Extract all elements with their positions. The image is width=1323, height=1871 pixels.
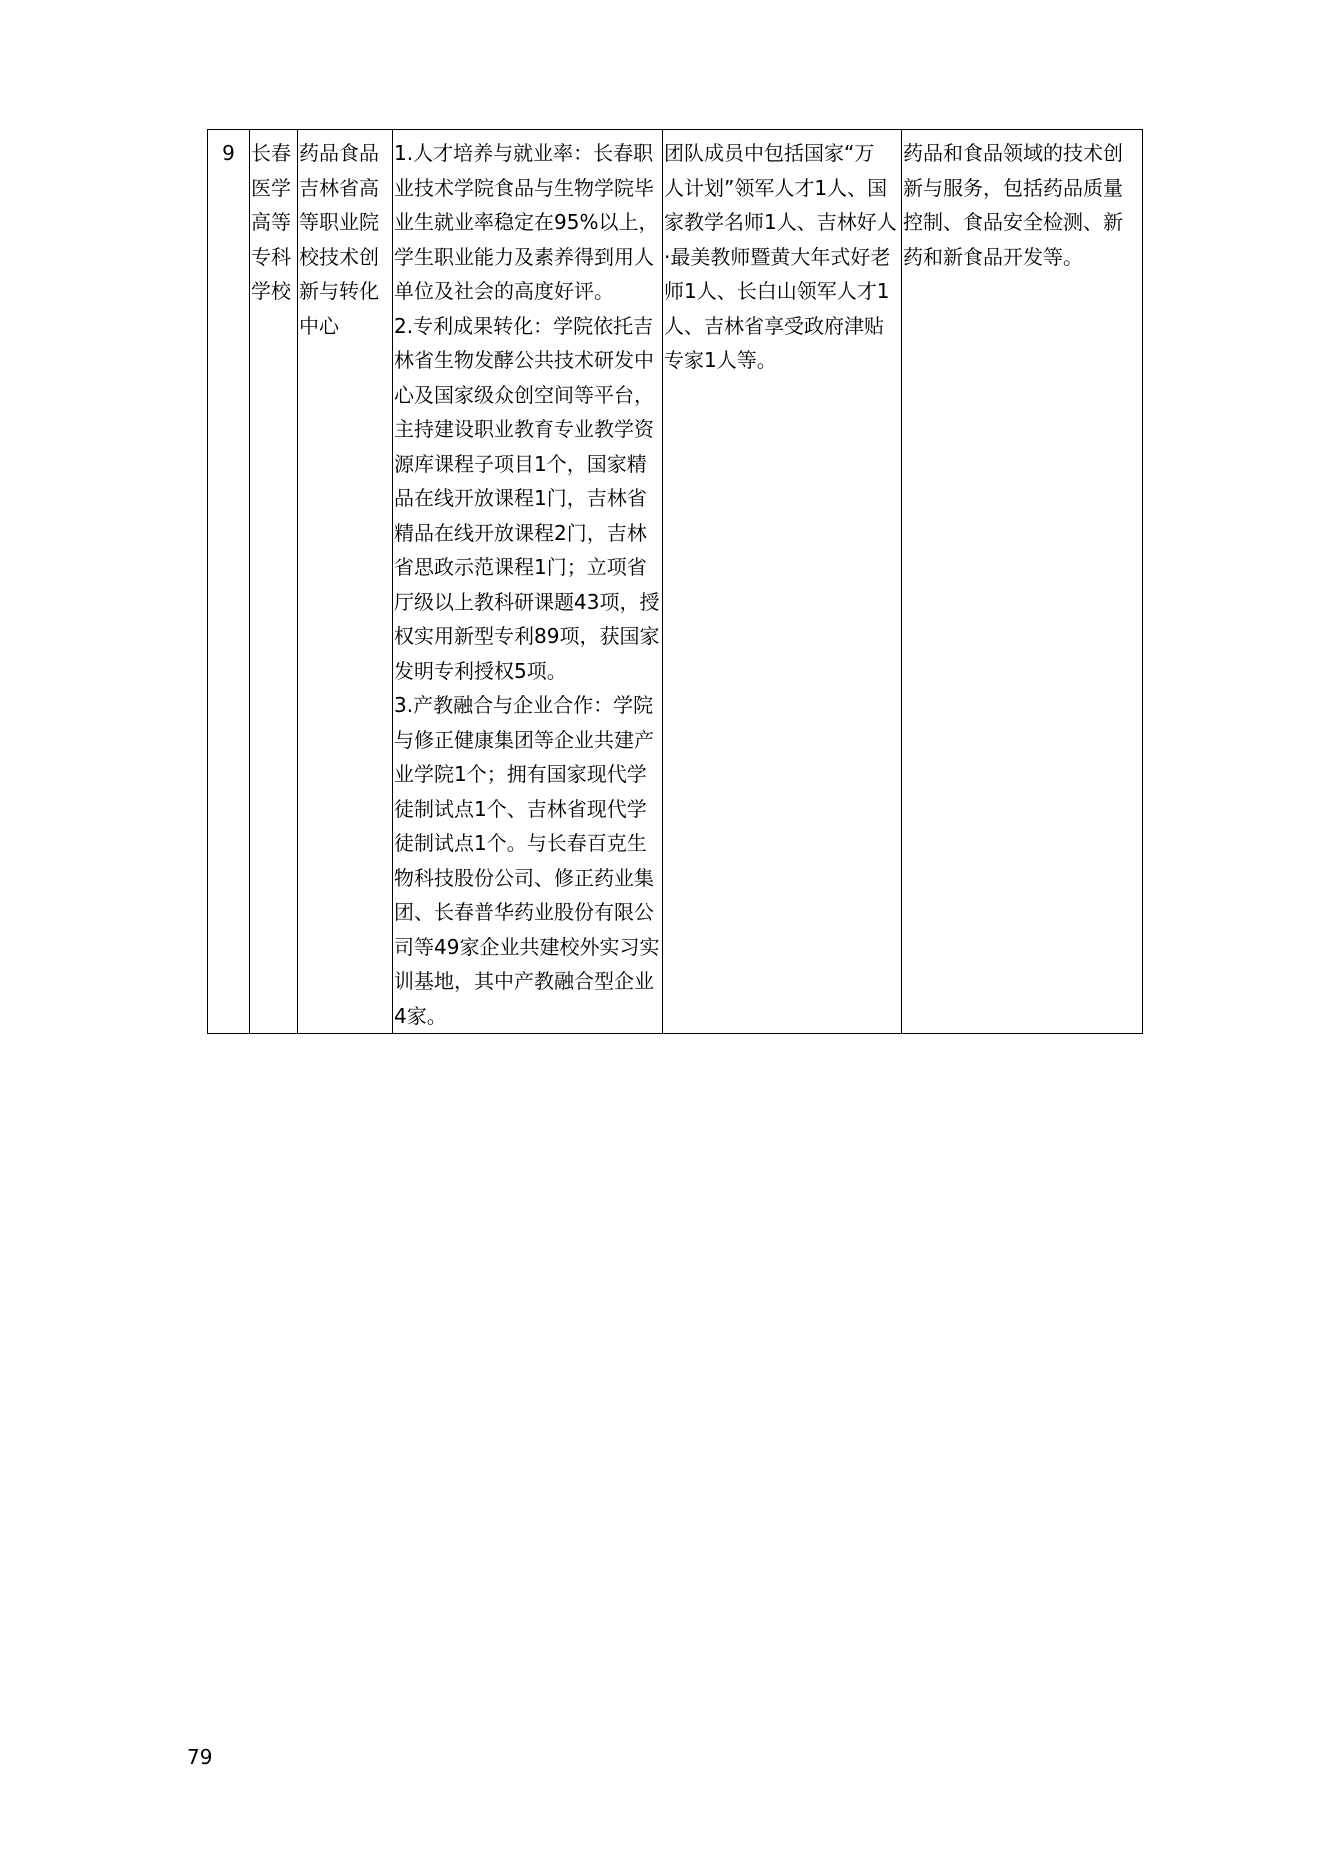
- cell-text-line: 专家1人等。: [664, 348, 777, 372]
- cell-text-line: 物科技股份公司、修正药业集: [394, 865, 654, 890]
- cell-text-line: 司等49家企业共建校外实习实: [394, 934, 660, 959]
- school-cell: [250, 130, 298, 1034]
- cell-text-line: 专科: [251, 244, 291, 269]
- center-cell: [298, 130, 393, 1034]
- cell-text-line: 4家。: [394, 1003, 447, 1028]
- cell-text-line: 权实用新型专利89项，获国家: [394, 624, 660, 648]
- cell-text-line: 徒制试点1个。与长春百克生: [394, 831, 647, 855]
- cell-text-line: 人、吉林省享受政府津贴: [664, 313, 884, 338]
- cell-text-line: 1.人才培养与就业率：长春职: [394, 141, 654, 165]
- cell-text-line: 徒制试点1个、吉林省现代学: [394, 796, 647, 821]
- cell-text-line: 医学: [251, 175, 291, 200]
- cell-text-line: 学校: [251, 279, 291, 303]
- cell-text-line: 厅级以上教科研课题43项，授: [394, 589, 660, 614]
- cell-text-line: 团、长春普华药业股份有限公: [394, 900, 654, 924]
- cell-text-line: 师1人、长白山领军人才1: [664, 279, 890, 303]
- data-table: [207, 129, 1143, 1034]
- cell-text-line: 训基地，其中产教融合型企业: [394, 969, 654, 993]
- page-number: 79: [187, 1745, 213, 1769]
- cell-text-line: 等职业院: [299, 210, 379, 234]
- cell-text-line: 人计划”领军人才1人、国: [664, 175, 888, 200]
- cell-text-line: 心及国家级众创空间等平台，: [394, 382, 654, 407]
- cell-text-line: 药和新食品开发等。: [903, 244, 1083, 269]
- cell-text-line: 业学院1个；拥有国家现代学: [394, 762, 647, 786]
- achievements-cell: [393, 130, 663, 1034]
- cell-text-line: 家教学名师1人、吉林好人: [664, 210, 897, 234]
- cell-text-line: 单位及社会的高度好评。: [394, 279, 614, 303]
- cell-text-line: 3.产教融合与企业合作：学院: [394, 693, 654, 717]
- cell-text-line: 新与服务，包括药品质量: [903, 175, 1123, 200]
- cell-text-line: 2.专利成果转化：学院依托吉: [394, 313, 654, 338]
- cell-text-line: 品在线开放课程1门，吉林省: [394, 486, 647, 510]
- cell-text-line: ·最美教师暨黄大年式好老: [664, 244, 891, 269]
- row-number: 9: [222, 141, 235, 165]
- cell-text-line: 药品和食品领域的技术创: [903, 141, 1123, 165]
- cell-text-line: 校技术创: [299, 244, 379, 269]
- table-row: [208, 130, 1143, 1034]
- cell-text-line: 中心: [299, 313, 339, 338]
- cell-text-line: 林省生物发酵公共技术研发中: [394, 348, 654, 372]
- cell-text-line: 业生就业率稳定在95%以上，: [394, 210, 659, 234]
- cell-text-line: 发明专利授权5项。: [394, 658, 567, 683]
- cell-text-line: 省思政示范课程1门；立项省: [394, 555, 647, 579]
- cell-text-line: 团队成员中包括国家“万: [664, 141, 875, 165]
- cell-text-line: 控制、食品安全检测、新: [903, 210, 1123, 234]
- team-cell: [663, 130, 902, 1034]
- cell-text-line: 长春: [251, 141, 291, 165]
- cell-text-line: 精品在线开放课程2门，吉林: [394, 520, 647, 545]
- cell-text-line: 药品食品: [299, 141, 379, 165]
- cell-text-line: 业技术学院食品与生物学院毕: [394, 175, 654, 200]
- field-cell: [902, 130, 1143, 1034]
- cell-text-line: 主持建设职业教育专业教学资: [394, 417, 654, 441]
- cell-text-line: 与修正健康集团等企业共建产: [394, 727, 654, 752]
- cell-text-line: 高等: [251, 210, 291, 234]
- cell-text-line: 新与转化: [299, 279, 379, 303]
- cell-text-line: 吉林省高: [299, 175, 379, 200]
- cell-text-line: 学生职业能力及素养得到用人: [394, 244, 654, 269]
- row-number-cell: [208, 130, 250, 1034]
- cell-text-line: 源库课程子项目1个，国家精: [394, 451, 647, 476]
